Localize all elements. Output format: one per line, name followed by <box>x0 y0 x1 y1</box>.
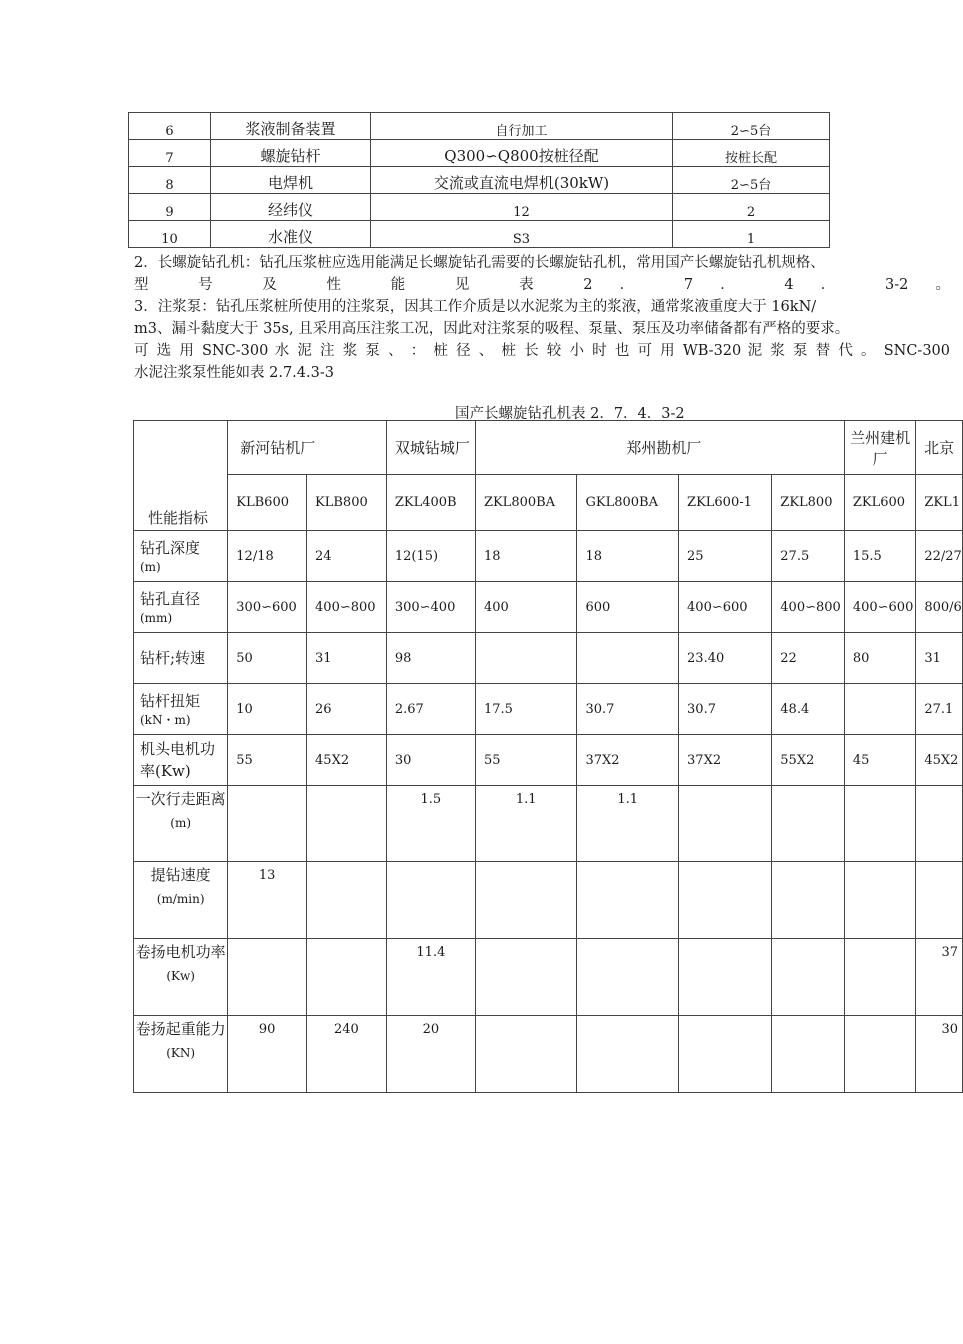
table-row <box>129 194 830 221</box>
row-label <box>134 735 228 786</box>
table-cell: 30.7 <box>679 684 772 735</box>
row-unit: (m/min) <box>156 892 205 906</box>
table-cell <box>679 786 772 862</box>
table-cell <box>844 1016 915 1093</box>
equipment-name: 螺旋钻杆 <box>211 140 371 167</box>
row-label-text: 卷扬电机功率 <box>135 943 226 961</box>
table-cell <box>475 939 577 1016</box>
paragraph-2-line-1: 2．长螺旋钻孔机：钻孔压浆桩应选用能满足长螺旋钻孔需要的长螺旋钻孔机，常用国产长螺旋钻孔机规格、 <box>134 255 825 271</box>
table-cell <box>772 786 845 862</box>
row-unit: (m) <box>140 560 161 574</box>
table-cell: 31 <box>307 633 387 684</box>
row-label-text: 钻孔直径 <box>140 590 201 608</box>
table-cell: 400 <box>475 582 577 633</box>
table-cell <box>307 939 387 1016</box>
row-unit: (mm) <box>140 611 173 625</box>
table-cell <box>772 939 845 1016</box>
row-unit: (kN・m) <box>140 713 191 727</box>
table-cell: 26 <box>307 684 387 735</box>
table-cell: 30.7 <box>577 684 679 735</box>
table-row <box>134 531 963 582</box>
table-cell: 24 <box>307 531 387 582</box>
table-cell <box>679 1016 772 1093</box>
table-cell: 55 <box>228 735 307 786</box>
row-label <box>134 582 228 633</box>
table-cell <box>844 786 915 862</box>
row-label-text: 提钻速度 <box>150 866 211 884</box>
row-label-text: 卷扬起重能力 <box>135 1020 226 1038</box>
paragraph-3-line-2: m3、漏斗黏度大于 35s, 且采用高压注浆工况，因此对注浆泵的吸程、泵量、泵压及功率储备都有严格的要求。 <box>134 321 850 337</box>
table-row <box>134 862 963 939</box>
equipment-name: 浆液制备装置 <box>211 113 371 140</box>
model-header: KLB800 <box>307 475 387 531</box>
table-cell: 45 <box>844 735 915 786</box>
table-row <box>129 221 830 248</box>
table-cell: 13 <box>228 862 307 939</box>
equipment-qty: 2∽5台 <box>673 167 830 194</box>
table-cell: 45Ⅹ2 <box>307 735 387 786</box>
table-cell: 27.1 <box>916 684 963 735</box>
table-row <box>129 167 830 194</box>
equipment-spec: S3 <box>371 221 673 248</box>
table-row <box>129 113 830 140</box>
row-label-text: 钻杆;转速 <box>140 649 206 667</box>
equipment-name: 电焊机 <box>211 167 371 194</box>
row-label-text: 机头电机功率(Kw) <box>140 740 216 780</box>
model-header: ZKL1 <box>916 475 963 531</box>
table-cell: 37Ⅹ2 <box>679 735 772 786</box>
table-row <box>134 1016 963 1093</box>
table-cell <box>228 786 307 862</box>
table-cell <box>307 786 387 862</box>
paragraph-3-line-1: 3．注浆泵：钻孔压浆桩所使用的注浆泵，因其工作介质是以水泥浆为主的浆液，通常浆液重度大于 16kN/ <box>134 299 817 315</box>
table-row <box>134 939 963 1016</box>
header-row <box>134 421 963 475</box>
equipment-qty: 按桩长配 <box>673 140 830 167</box>
row-label <box>134 786 228 862</box>
equipment-name: 水准仪 <box>211 221 371 248</box>
table-cell: 15.5 <box>844 531 915 582</box>
model-header: GKL800BA <box>577 475 679 531</box>
table-cell: 300∽600 <box>228 582 307 633</box>
model-header: KLB600 <box>228 475 307 531</box>
table-cell: 400∽800 <box>772 582 845 633</box>
table-cell: 800/6 <box>916 582 963 633</box>
table-cell: 300∽400 <box>386 582 475 633</box>
table-cell: 2.67 <box>386 684 475 735</box>
row-label <box>134 862 228 939</box>
drill-spec-table <box>133 420 963 1093</box>
table-cell <box>577 633 679 684</box>
row-label <box>134 531 228 582</box>
corner-label: 性能指标 <box>134 421 228 531</box>
table-cell: 45Ⅹ2 <box>916 735 963 786</box>
equipment-no: 10 <box>129 221 211 248</box>
table-cell <box>475 1016 577 1093</box>
table-cell: 23.40 <box>679 633 772 684</box>
table-cell: 1.1 <box>577 786 679 862</box>
row-unit: (Kw) <box>166 969 195 983</box>
model-header: ZKL800 <box>772 475 845 531</box>
table-cell: 11.4 <box>386 939 475 1016</box>
table-cell: 1.1 <box>475 786 577 862</box>
equipment-no: 8 <box>129 167 211 194</box>
equipment-spec: 12 <box>371 194 673 221</box>
table-cell: 22 <box>772 633 845 684</box>
table-cell: 20 <box>386 1016 475 1093</box>
table-cell <box>679 939 772 1016</box>
table-cell: 80 <box>844 633 915 684</box>
table-cell <box>679 862 772 939</box>
table-row <box>134 735 963 786</box>
model-header: ZKL600 <box>844 475 915 531</box>
table-cell: 90 <box>228 1016 307 1093</box>
table-cell <box>916 862 963 939</box>
row-label-text: 钻孔深度 <box>140 539 201 557</box>
table-row <box>134 786 963 862</box>
row-unit: (m) <box>170 816 192 830</box>
equipment-name: 经纬仪 <box>211 194 371 221</box>
table-cell: 400∽800 <box>307 582 387 633</box>
table-cell: 30 <box>916 1016 963 1093</box>
paragraph-2-line-2: 型 号 及 性 能 见 表 2 ． 7 ． 4 ． 3-2 。 <box>134 277 950 293</box>
manufacturer-header: 郑州勘机厂 <box>475 421 844 475</box>
table-cell <box>844 862 915 939</box>
table-cell: 55Ⅹ2 <box>772 735 845 786</box>
equipment-table <box>128 112 830 248</box>
paragraph-3-line-3: 可 选 用 SNC-300 水 泥 注 浆 泵 、 ： 桩 径 、 桩 长 较 小 时 也 可 用 WB-320 泥 浆 泵 替 代 。 SNC-300 <box>134 343 950 359</box>
row-label-text: 钻杆扭矩 <box>140 692 201 710</box>
equipment-qty: 2 <box>673 194 830 221</box>
table-row <box>134 633 963 684</box>
table-cell <box>844 939 915 1016</box>
equipment-no: 9 <box>129 194 211 221</box>
table-cell: 25 <box>679 531 772 582</box>
table-caption: 国产长螺旋钻孔机表 2．7．4．3-2 <box>455 406 685 422</box>
table-cell <box>577 1016 679 1093</box>
table-cell: 55 <box>475 735 577 786</box>
table-cell: 240 <box>307 1016 387 1093</box>
row-label-text: 一次行走距离 <box>135 790 226 808</box>
equipment-spec: 交流或直流电焊机(30kW) <box>371 167 673 194</box>
table-cell: 18 <box>577 531 679 582</box>
model-header: ZKL400B <box>386 475 475 531</box>
table-cell <box>916 786 963 862</box>
table-cell <box>844 684 915 735</box>
equipment-qty: 2∽5台 <box>673 113 830 140</box>
manufacturer-header: 双城钻城厂 <box>386 421 475 475</box>
equipment-no: 7 <box>129 140 211 167</box>
table-cell: 18 <box>475 531 577 582</box>
table-cell: 17.5 <box>475 684 577 735</box>
row-label <box>134 684 228 735</box>
table-cell <box>772 862 845 939</box>
table-row <box>134 582 963 633</box>
table-cell <box>577 862 679 939</box>
table-cell: 37Ⅹ2 <box>577 735 679 786</box>
table-cell: 400∽600 <box>679 582 772 633</box>
table-cell <box>307 862 387 939</box>
table-cell: 37 <box>916 939 963 1016</box>
table-cell: 12(15) <box>386 531 475 582</box>
manufacturer-header: 北京 <box>916 421 963 475</box>
table-cell: 12/18 <box>228 531 307 582</box>
table-cell <box>475 862 577 939</box>
paragraph-3-line-4: 水泥注浆泵性能如表 2.7.4.3-3 <box>134 365 334 381</box>
table-row <box>129 140 830 167</box>
table-cell: 31 <box>916 633 963 684</box>
row-label <box>134 1016 228 1093</box>
row-label <box>134 633 228 684</box>
table-cell <box>228 939 307 1016</box>
table-cell: 400∽600 <box>844 582 915 633</box>
equipment-spec: 自行加工 <box>371 113 673 140</box>
manufacturer-header: 兰州建机厂 <box>844 421 915 475</box>
equipment-no: 6 <box>129 113 211 140</box>
table-row <box>134 684 963 735</box>
row-unit: (KN) <box>166 1046 196 1060</box>
table-cell: 30 <box>386 735 475 786</box>
table-cell: 1.5 <box>386 786 475 862</box>
table-cell: 22/27 <box>916 531 963 582</box>
model-row <box>134 475 963 531</box>
table-cell <box>772 1016 845 1093</box>
table-cell: 98 <box>386 633 475 684</box>
model-header: ZKL600-1 <box>679 475 772 531</box>
table-cell <box>577 939 679 1016</box>
table-cell: 600 <box>577 582 679 633</box>
table-cell: 48.4 <box>772 684 845 735</box>
table-cell <box>475 633 577 684</box>
manufacturer-header: 新河钻机厂 <box>228 421 387 475</box>
table-cell: 10 <box>228 684 307 735</box>
table-cell: 27.5 <box>772 531 845 582</box>
table-cell: 50 <box>228 633 307 684</box>
equipment-qty: 1 <box>673 221 830 248</box>
equipment-spec: Q300∽Q800按桩径配 <box>371 140 673 167</box>
table-cell <box>386 862 475 939</box>
model-header: ZKL800BA <box>475 475 577 531</box>
row-label <box>134 939 228 1016</box>
